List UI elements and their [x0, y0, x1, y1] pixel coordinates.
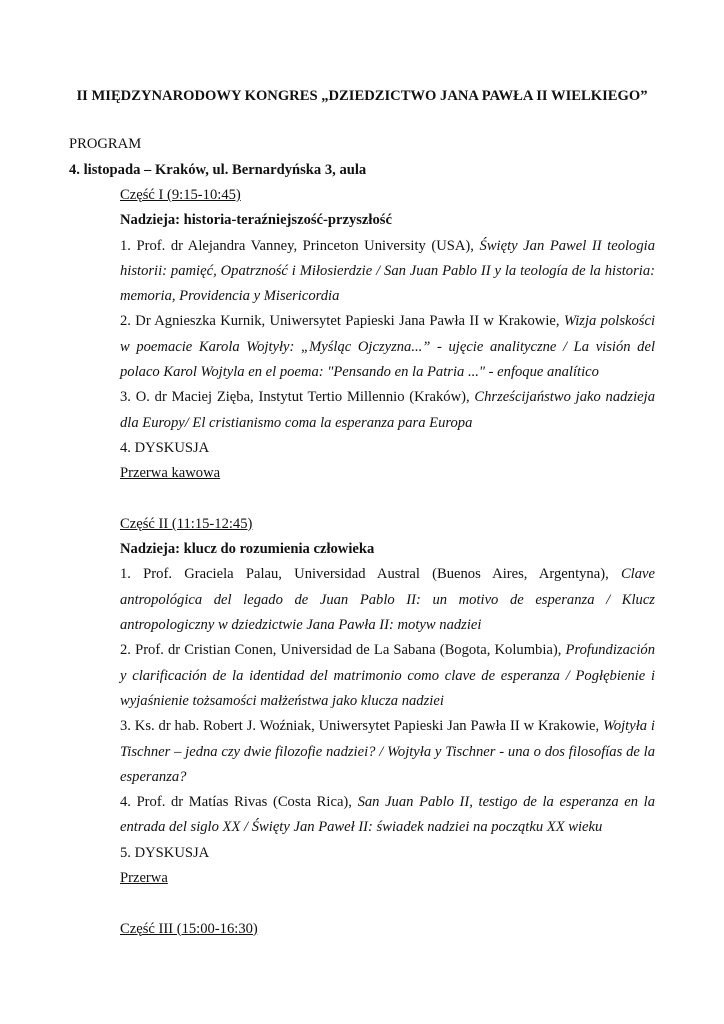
- item-author: 3. Ks. dr hab. Robert J. Woźniak, Uniwersytet Papieski Jan Pawła II w Krakowie,: [120, 718, 604, 735]
- item-title: Clave antropológica del legado de Juan Pablo II: un motivo de esperanza / Klucz antropologiczny w dziedzictwie Jana Pawła II: motyw nadziei: [120, 566, 655, 634]
- item-title: Chrześcijaństwo jako nadzieja dla Europy/ El cristianismo coma la esperanza para Europa: [120, 389, 655, 431]
- session-1-break: Przerwa kawowa: [120, 465, 221, 482]
- session-1-header: Część I (9:15-10:45): [120, 187, 241, 203]
- session-1-item-2: [120, 309, 655, 385]
- program-content: [120, 183, 655, 942]
- item-author: 1. Prof. dr Alejandra Vanney, Princeton University (USA),: [120, 237, 480, 254]
- item-title: Święty Jan Pawel II teologia historii: pamięć, Opatrzność i Miłosierdzie / San Juan Pablo II y la teología de la historia: memoria, Providencia y Misericordia: [120, 237, 655, 305]
- session-3-header: Część III (15:00-16:30): [120, 920, 258, 937]
- item-author: 2. Dr Agnieszka Kurnik, Uniwersytet Papieski Jana Pawła II w Krakowie,: [120, 313, 564, 330]
- spacer: [120, 891, 655, 916]
- session-2-item-2: [120, 638, 655, 714]
- session-2-header: Część II (11:15-12:45): [120, 515, 253, 532]
- item-title: Wojtyła i Tischner – jedna czy dwie filozofie nadziei? / Wojtyła y Tischner - una o dos filosofías de la esperanza?: [120, 718, 655, 785]
- item-title: Profundización y clarificación de la identidad del matrimonio como clave de esperanza / Pogłębienie i wyjaśnienie tożsamości małżeństwa jako klucza nadziei: [120, 642, 655, 709]
- session-1-item-1: [120, 234, 655, 310]
- page-title: II MIĘDZYNARODOWY KONGRES „DZIEDZICTWO JANA PAWŁA II WIELKIEGO”: [76, 88, 648, 104]
- session-2-item-3: [120, 714, 655, 790]
- session-2-break: Przerwa: [120, 870, 168, 887]
- session-2-discussion: 5. DYSKUSJA: [120, 844, 210, 861]
- item-author: 4. Prof. dr Matías Rivas (Costa Rica),: [120, 794, 358, 811]
- item-title: Wizja polskości w poemacie Karola Wojtyły: „Myśląc Ojczyzna...” - ujęcie analityczne / La visión del polaco Karol Wojtyla en el poema: "Pensando en la Patria ..." - enfoque analítico: [120, 313, 655, 381]
- item-author: 3. O. dr Maciej Zięba, Instytut Tertio Millennio (Kraków),: [120, 389, 475, 406]
- session-2-item-4: [120, 790, 655, 841]
- session-1-theme: Nadzieja: historia-teraźniejszość-przyszłość: [120, 212, 392, 229]
- session-2-item-1: [120, 562, 655, 638]
- session-1-discussion: 4. DYSKUSJA: [120, 439, 210, 456]
- session-1-item-3: [120, 385, 655, 436]
- session-2-theme: Nadzieja: klucz do rozumienia człowieka: [120, 541, 375, 558]
- item-author: 2. Prof. dr Cristian Conen, Universidad de La Sabana (Bogota, Kolumbia),: [120, 642, 566, 659]
- program-label: PROGRAM: [69, 136, 142, 152]
- spacer: [120, 487, 655, 512]
- date-location-line: 4. listopada – Kraków, ul. Bernardyńska 3, aula: [69, 162, 367, 178]
- item-author: 1. Prof. Graciela Palau, Universidad Austral (Buenos Aires, Argentyna),: [120, 566, 621, 583]
- item-title: San Juan Pablo II, testigo de la esperanza en la entrada del siglo XX / Święty Jan Paweł II: świadek nadziei na początku XX wieku: [120, 794, 655, 836]
